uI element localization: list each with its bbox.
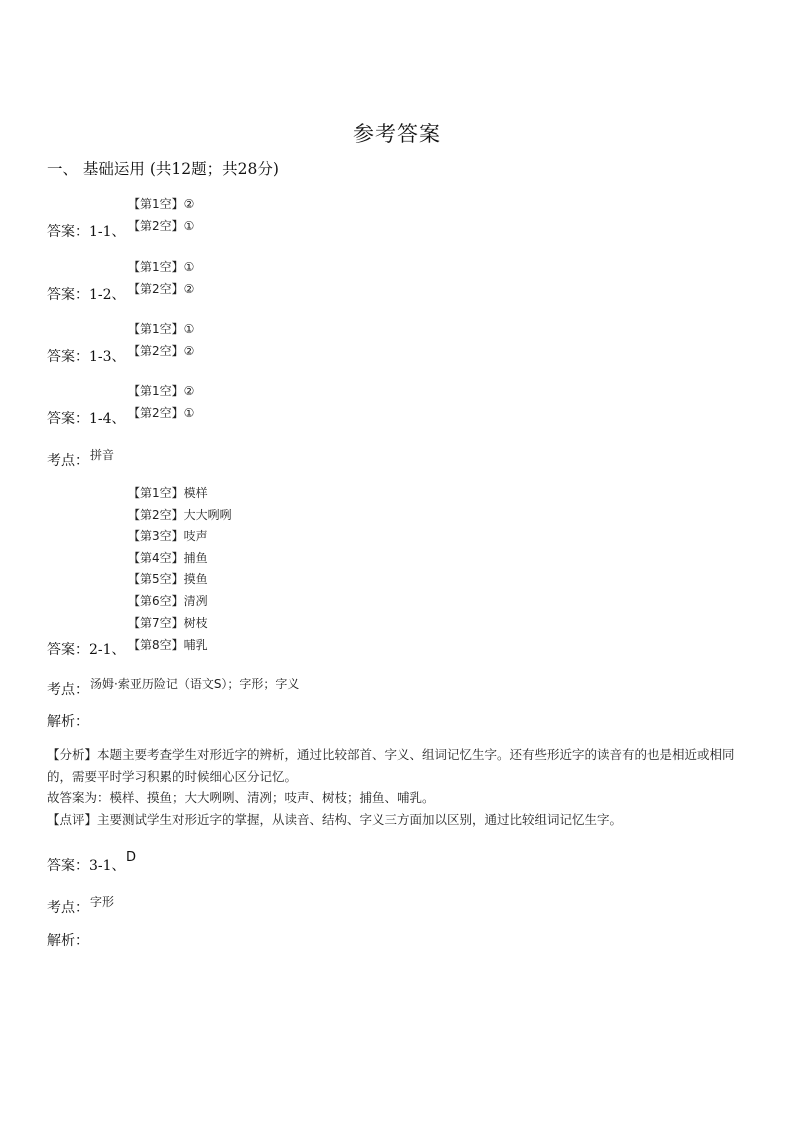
q3-1-label: 答案：3-1、 — [47, 858, 126, 874]
q1-1-label: 答案：1-1、 — [47, 224, 126, 240]
q2-blank-2: 【第2空】大大咧咧 — [128, 508, 232, 522]
q2-blank-7: 【第7空】树枝 — [128, 616, 208, 630]
analysis-line-4: 【点评】主要测试学生对形近字的掌握，从读音、结构、字义三方面加以区别，通过比较组词记忆生字。 — [47, 812, 623, 827]
q1-3-blank-2: 【第2空】② — [128, 344, 195, 358]
q2-blank-3: 【第3空】吱声 — [128, 529, 208, 543]
q2-blank-5: 【第5空】摸鱼 — [128, 572, 208, 586]
q2-blank-4: 【第4空】捕鱼 — [128, 551, 208, 565]
q1-4-blank-2: 【第2空】① — [128, 406, 195, 420]
q1-2-label: 答案：1-2、 — [47, 287, 126, 303]
q1-1-blank-2: 【第2空】① — [128, 219, 195, 233]
q2-blank-8: 【第8空】哺乳 — [128, 638, 208, 652]
q1-4-blank-1: 【第1空】② — [128, 384, 195, 398]
q1-2-blank-2: 【第2空】② — [128, 282, 195, 296]
q1-3-blank-1: 【第1空】① — [128, 322, 195, 336]
q1-1-blank-1: 【第1空】② — [128, 197, 195, 211]
jiexi-1-label: 解析： — [47, 714, 89, 730]
kaodian-3-label: 考点： — [47, 900, 89, 916]
kaodian-1-label: 考点： — [47, 453, 89, 469]
analysis-line-1: 【分析】本题主要考查学生对形近字的辨析，通过比较部首、字义、组词记忆生字。还有些形近字的读音有的也是相近或相同 — [47, 747, 735, 762]
page-title: 参考答案 — [353, 122, 441, 146]
q1-3-label: 答案：1-3、 — [47, 349, 126, 365]
q3-1-answer: D — [126, 850, 137, 865]
jiexi-2-label: 解析： — [47, 933, 89, 949]
kaodian-1-value: 拼音 — [90, 448, 115, 462]
q2-1-label: 答案：2-1、 — [47, 642, 126, 658]
analysis-line-3: 故答案为：模样、摸鱼；大大咧咧、清冽；吱声、树枝；捕鱼、哺乳。 — [47, 790, 435, 805]
q1-4-label: 答案：1-4、 — [47, 411, 126, 427]
kaodian-3-value: 字形 — [90, 895, 115, 909]
kaodian-2-value: 汤姆·索亚历险记（语文S）；字形；字义 — [90, 677, 300, 691]
q2-blank-6: 【第6空】清冽 — [128, 594, 208, 608]
section-heading: 一、 基础运用 (共12题；共28分) — [47, 160, 279, 178]
q1-2-blank-1: 【第1空】① — [128, 260, 195, 274]
analysis-line-2: 的，需要平时学习积累的时候细心区分记忆。 — [47, 769, 298, 784]
q2-blank-1: 【第1空】模样 — [128, 486, 208, 500]
kaodian-2-label: 考点： — [47, 682, 89, 698]
